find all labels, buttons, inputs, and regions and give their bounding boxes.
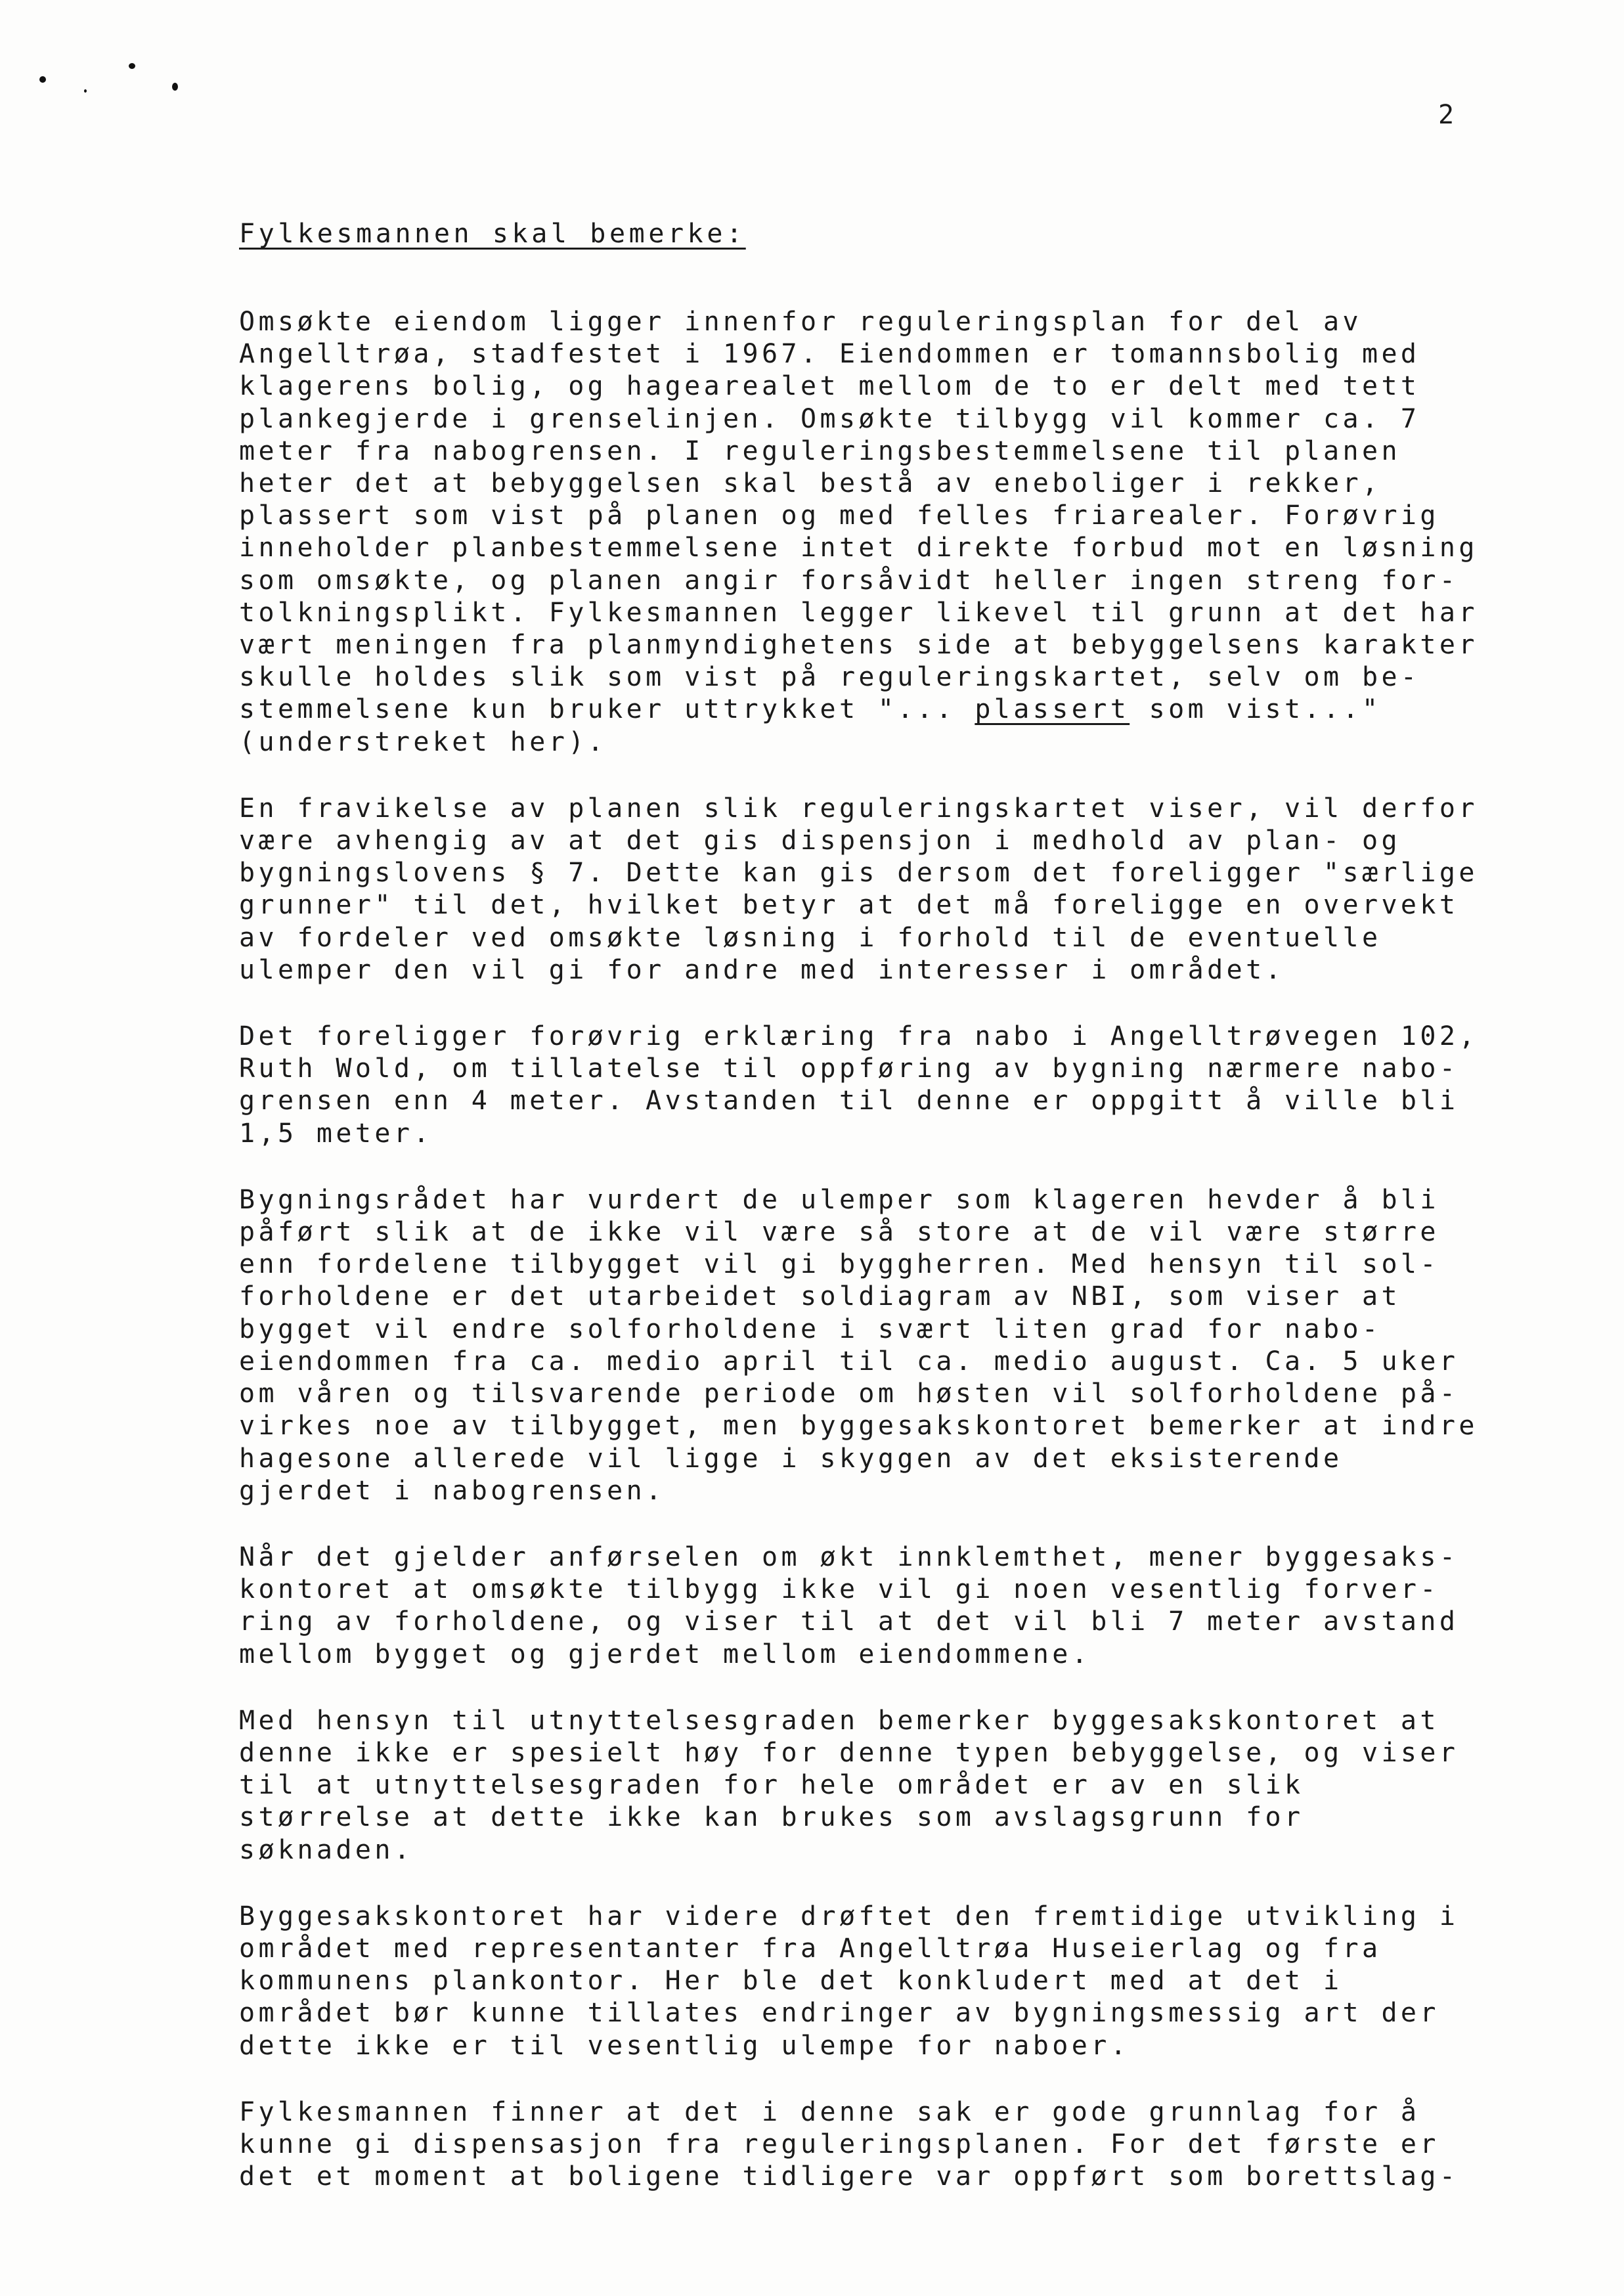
- text-line: plankegjerde i grenselinjen. Omsøkte tilbygg vil kommer ca. 7: [239, 403, 1420, 434]
- text-line: vært meningen fra planmyndighetens side at bebyggelsens karakter: [239, 630, 1478, 661]
- text-fragment: som vist...": [1130, 694, 1382, 725]
- text-line: ulemper den vil gi for andre med interesser i området.: [239, 954, 1285, 985]
- text-line: eiendommen fra ca. medio april til ca. medio august. Ca. 5 uker: [239, 1346, 1459, 1377]
- text-line: grunner" til det, hvilket betyr at det må foreligge en overvekt: [239, 890, 1459, 921]
- text-line: bygningslovens § 7. Dette kan gis dersom det foreligger "særlige: [239, 858, 1478, 889]
- text-line: plassert som vist på planen og med felles friarealer. Forøvrig: [239, 500, 1439, 531]
- text-line: som omsøkte, og planen angir forsåvidt heller ingen streng for-: [239, 565, 1459, 596]
- text-line: kommunens plankontor. Her ble det konkludert med at det i: [239, 1966, 1343, 1997]
- text-line: Det foreligger forøvrig erklæring fra nabo i Angelltrøvegen 102,: [239, 1021, 1478, 1052]
- text-line: inneholder planbestemmelsene intet direkte forbud mot en løsning: [239, 533, 1478, 563]
- paragraph-5: [239, 1541, 1500, 1671]
- text-line: denne ikke er spesielt høy for denne typen bebyggelse, og viser: [239, 1737, 1459, 1768]
- text-line: av fordeler ved omsøkte løsning i forhold til de eventuelle: [239, 922, 1382, 953]
- text-line: meter fra nabogrensen. I reguleringsbestemmelsene til planen: [239, 435, 1401, 466]
- text-line: Med hensyn til utnyttelsesgraden bemerker byggesakskontoret at: [239, 1705, 1439, 1736]
- text-line: det et moment at boligene tidligere var oppført som borettslag-: [239, 2161, 1459, 2192]
- text-line: bygget vil endre solforholdene i svært liten grad for nabo-: [239, 1314, 1382, 1344]
- text-line: grensen enn 4 meter. Avstanden til denne er oppgitt å ville bli: [239, 1086, 1459, 1116]
- text-line: området med representanter fra Angelltrøa Huseierlag og fra: [239, 1933, 1382, 1964]
- text-line: tolkningsplikt. Fylkesmannen legger likevel til grunn at det har: [239, 597, 1478, 628]
- underlined-word: plassert: [975, 694, 1130, 725]
- text-line: Angelltrøa, stadfestet i 1967. Eiendommen er tomannsbolig med: [239, 339, 1420, 370]
- text-line: heter det at bebyggelsen skal bestå av eneboliger i rekker,: [239, 468, 1382, 499]
- text-line: kontoret at omsøkte tilbygg ikke vil gi noen vesentlig forver-: [239, 1574, 1439, 1605]
- text-line: om våren og tilsvarende periode om høsten vil solforholdene på-: [239, 1379, 1459, 1409]
- text-line: kunne gi dispensasjon fra reguleringsplanen. For det første er: [239, 2129, 1439, 2159]
- text-line: Når det gjelder anførselen om økt innklemthet, mener byggesaks-: [239, 1541, 1459, 1572]
- text-line: dette ikke er til vesentlig ulempe for naboer.: [239, 2030, 1130, 2061]
- scan-speck: [172, 83, 178, 91]
- paragraph-6: [239, 1705, 1500, 1866]
- text-line: mellom bygget og gjerdet mellom eiendommene.: [239, 1639, 1091, 1669]
- text-line: Fylkesmannen finner at det i denne sak er gode grunnlag for å: [239, 2096, 1420, 2127]
- text-line-with-underline: [239, 694, 1500, 726]
- text-line: hagesone allerede vil ligge i skyggen av det eksisterende: [239, 1443, 1343, 1474]
- text-line: klagerens bolig, og hagearealet mellom de to er delt med tett: [239, 371, 1420, 402]
- text-line: skulle holdes slik som vist på reguleringskartet, selv om be-: [239, 662, 1420, 693]
- page-number: 2: [1438, 100, 1456, 130]
- text-line: til at utnyttelsesgraden for hele området er av en slik: [239, 1770, 1304, 1801]
- text-line: området bør kunne tillates endringer av bygningsmessig art der: [239, 1998, 1439, 2029]
- text-line: Byggesakskontoret har videre drøftet den fremtidige utvikling i: [239, 1901, 1459, 1932]
- text-line: En fravikelse av planen slik reguleringskartet viser, vil derfor: [239, 793, 1478, 824]
- paragraph-1: [239, 306, 1500, 759]
- text-line: Omsøkte eiendom ligger innenfor reguleringsplan for del av: [239, 307, 1362, 337]
- scan-speck: [129, 63, 135, 69]
- text-line: virkes noe av tilbygget, men byggesakskontoret bemerker at indre: [239, 1411, 1478, 1442]
- letter-body: [239, 217, 1500, 2227]
- text-line: Ruth Wold, om tillatelse til oppføring av bygning nærmere nabo-: [239, 1053, 1459, 1084]
- text-line: forholdene er det utarbeidet soldiagram av NBI, som viser at: [239, 1281, 1401, 1312]
- scan-speck: [84, 89, 87, 93]
- paragraph-7: [239, 1901, 1500, 2062]
- text-line: være avhengig av at det gis dispensjon i medhold av plan- og: [239, 826, 1401, 856]
- text-line: (understreket her).: [239, 726, 607, 757]
- paragraph-8: [239, 2096, 1500, 2194]
- text-line: gjerdet i nabogrensen.: [239, 1475, 665, 1506]
- scan-speck: [39, 76, 46, 83]
- text-line: påført slik at de ikke vil være så store at de vil være større: [239, 1217, 1439, 1248]
- paragraph-3: [239, 1021, 1500, 1150]
- text-line: ring av forholdene, og viser til at det vil bli 7 meter avstand: [239, 1606, 1459, 1637]
- text-fragment: stemmelsene kun bruker uttrykket "...: [239, 694, 975, 725]
- text-line: 1,5 meter.: [239, 1118, 433, 1149]
- paragraph-4: [239, 1184, 1500, 1507]
- text-line: søknaden.: [239, 1834, 414, 1865]
- section-heading: Fylkesmannen skal bemerke:: [239, 219, 746, 249]
- text-line: Bygningsrådet har vurdert de ulemper som klageren hevder å bli: [239, 1184, 1439, 1215]
- paragraph-2: [239, 793, 1500, 986]
- text-line: enn fordelene tilbygget vil gi byggherren. Med hensyn til sol-: [239, 1249, 1439, 1280]
- text-line: størrelse at dette ikke kan brukes som avslagsgrunn for: [239, 1802, 1304, 1833]
